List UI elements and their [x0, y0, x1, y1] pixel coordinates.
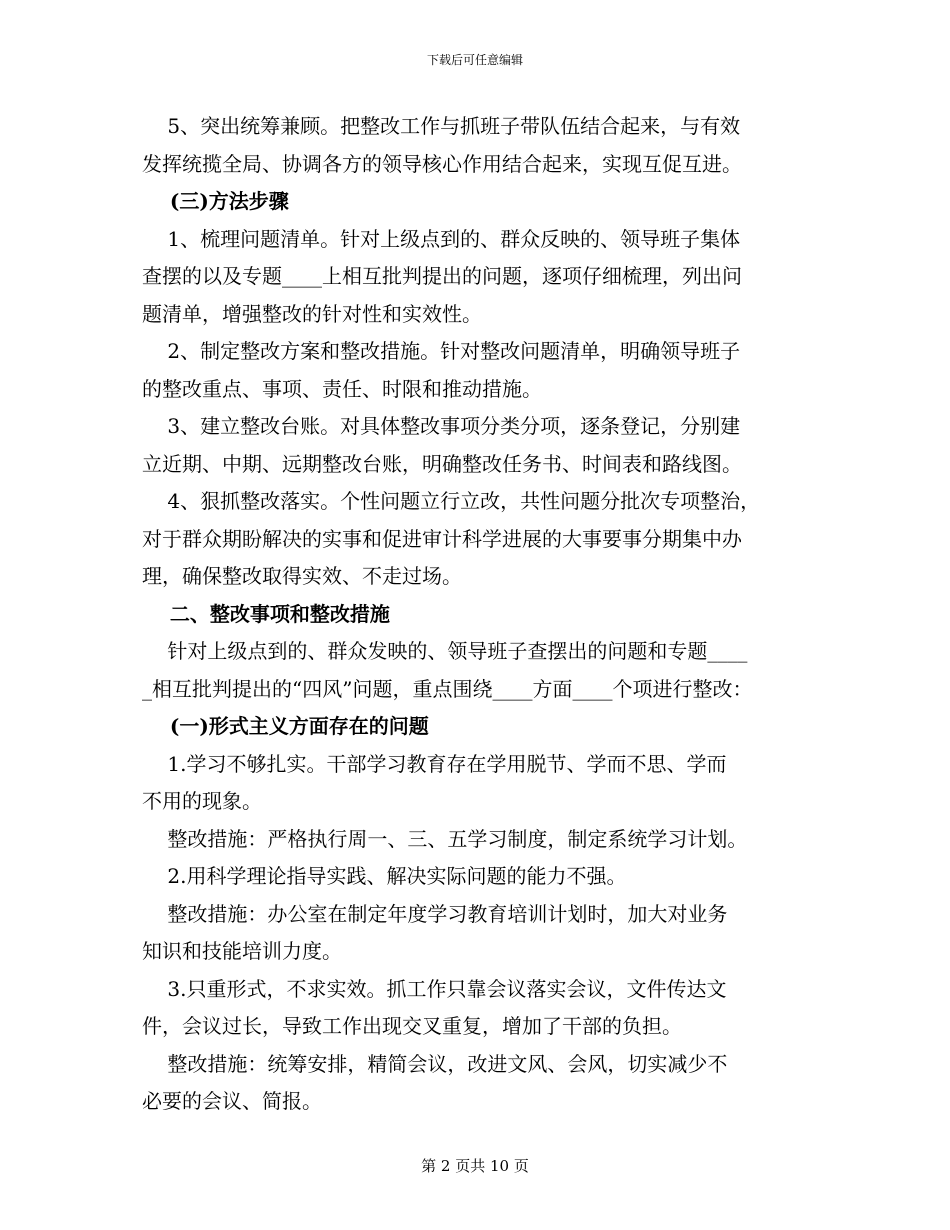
- body-line: 立近期、中期、远期整改台账，明确整改任务书、时间表和路线图。: [142, 451, 742, 476]
- document-body: [142, 108, 812, 1121]
- body-line: 查摆的以及专题____上相互批判提出的问题，逐项仔细梳理，列出问: [142, 264, 742, 288]
- body-line: 整改措施：办公室在制定年度学习教育培训计划时，加大对业务: [142, 901, 728, 926]
- body-line: 针对上级点到的、群众发映的、领导班子查摆出的问题和专题____: [142, 639, 748, 663]
- body-line: 3、建立整改台账。对具体整改事项分类分项，逐条登记，分别建: [142, 414, 741, 438]
- body-line: 的整改重点、事项、责任、时限和推动措施。: [142, 376, 542, 401]
- section-heading: 二、整改事项和整改措施: [142, 601, 390, 626]
- body-line: 题清单，增强整改的针对性和实效性。: [142, 301, 482, 326]
- body-line: 发挥统揽全局、协调各方的领导核心作用结合起来，实现互促互进。: [142, 151, 742, 176]
- body-line: 3.只重形式，不求实效。抓工作只靠会议落实会议，文件传达文: [142, 976, 727, 1001]
- body-line: 5、突出统筹兼顾。把整改工作与抓班子带队伍结合起来，与有效: [142, 114, 741, 138]
- body-line: 1.学习不够扎实。干部学习教育存在学用脱节、学而不思、学而: [142, 751, 727, 776]
- page-footer: 第 2 页共 10 页: [421, 1157, 529, 1175]
- body-line: 不用的现象。: [142, 789, 262, 813]
- section-heading: (三)方法步骤: [142, 189, 289, 213]
- body-line: 4、狠抓整改落实。个性问题立行立改，共性问题分批次专项整治，: [142, 489, 761, 513]
- body-line: 2.用科学理论指导实践、解决实际问题的能力不强。: [142, 864, 627, 888]
- body-line: 整改措施：统筹安排，精简会议，改进文风、会风，切实减少不: [142, 1051, 728, 1076]
- body-line: _相互批判提出的“四风”问题，重点围绕____方面____个项进行整改：: [142, 676, 753, 701]
- body-line: 1、梳理问题清单。针对上级点到的、群众反映的、领导班子集体: [142, 226, 741, 251]
- body-line: 必要的会议、简报。: [142, 1089, 322, 1113]
- body-line: 件，会议过长，导致工作出现交叉重复，增加了干部的负担。: [142, 1014, 682, 1038]
- body-line: 知识和技能培训力度。: [142, 939, 342, 963]
- body-line: 整改措施：严格执行周一、三、五学习制度，制定系统学习计划。: [142, 826, 748, 851]
- page-header: 下载后可任意编辑: [426, 53, 523, 67]
- body-line: 对于群众期盼解决的实事和促进审计科学进展的大事要事分期集中办: [142, 526, 742, 551]
- body-line: 2、制定整改方案和整改措施。针对整改问题清单，明确领导班子: [142, 339, 741, 363]
- section-heading: (一)形式主义方面存在的问题: [142, 714, 429, 738]
- body-line: 理，确保整改取得实效、不走过场。: [142, 564, 462, 588]
